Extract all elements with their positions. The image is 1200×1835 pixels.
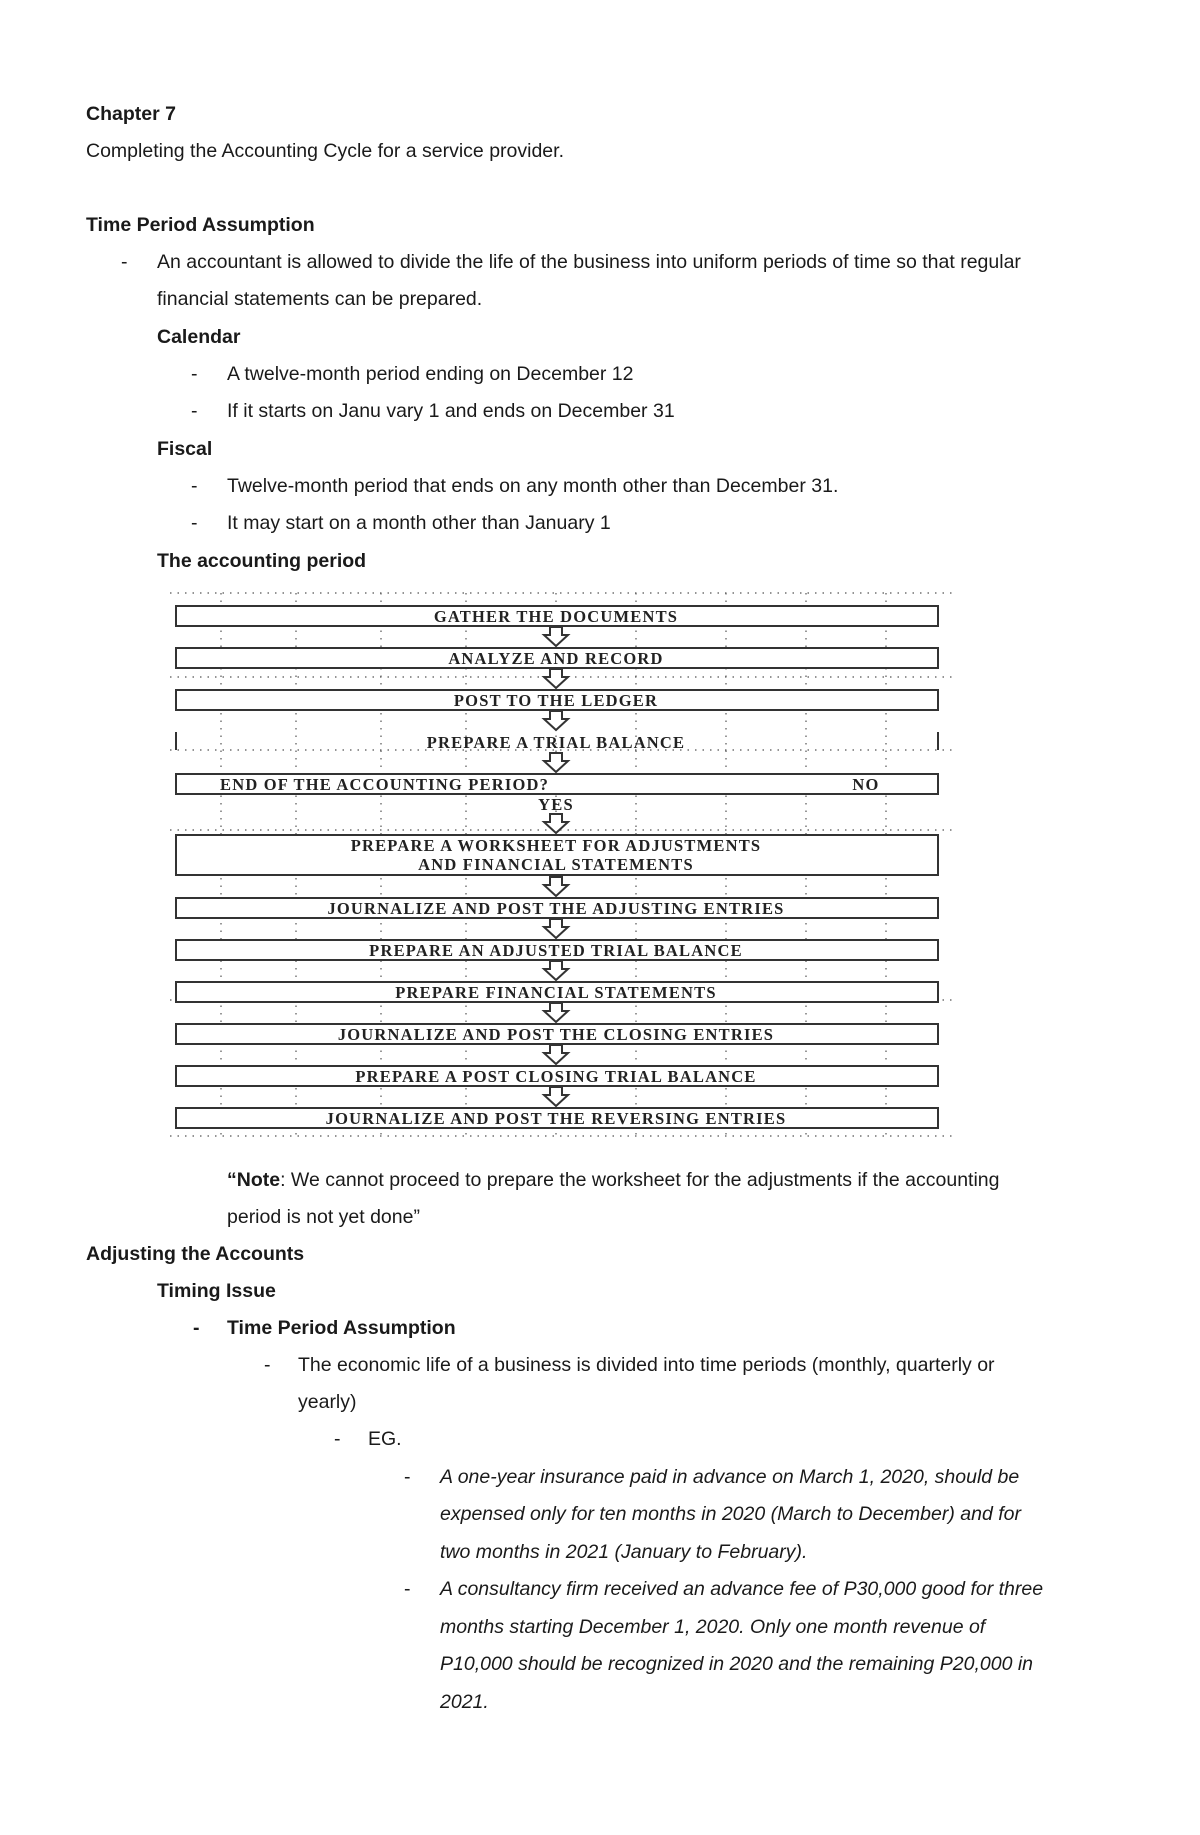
example-line: expensed only for ten months in 2020 (March to December) and for: [440, 1503, 1021, 1525]
note-line: period is not yet done”: [227, 1206, 420, 1228]
section-heading-adjusting: Adjusting the Accounts: [86, 1243, 305, 1265]
bullet-dash: -: [191, 512, 198, 534]
flow-step-label: JOURNALIZE AND POST THE CLOSING ENTRIES: [337, 1025, 775, 1044]
bullet-dash: -: [191, 363, 198, 385]
down-arrow-icon: [544, 711, 568, 730]
subheading-accounting-period: The accounting period: [157, 550, 367, 572]
paragraph-line: financial statements can be prepared.: [157, 288, 483, 310]
bullet-dash: -: [264, 1354, 271, 1376]
example-line: months starting December 1, 2020. Only one month revenue of: [440, 1616, 986, 1638]
example-line: A consultancy firm received an advance fee of P30,000 good for three: [440, 1578, 1044, 1600]
bullet-dash: -: [334, 1428, 341, 1450]
bullet-dash: -: [404, 1466, 411, 1488]
down-arrow-icon: [544, 919, 568, 938]
chapter-subtitle: Completing the Accounting Cycle for a service provider.: [86, 140, 564, 162]
flow-step-label: END OF THE ACCOUNTING PERIOD?: [220, 775, 550, 794]
paragraph-line: The economic life of a business is divided into time periods (monthly, quarterly or: [298, 1354, 995, 1376]
eg-label: EG.: [368, 1428, 402, 1450]
example-line: two months in 2021 (January to February).: [440, 1541, 808, 1563]
paragraph-line: An accountant is allowed to divide the life of the business into uniform periods of time so that regular: [157, 251, 1021, 273]
down-arrow-icon: [544, 753, 568, 772]
bullet-dash: -: [404, 1578, 411, 1600]
flow-no-label: NO: [852, 775, 880, 794]
example-line: A one-year insurance paid in advance on March 1, 2020, should be: [440, 1466, 1020, 1488]
note-text: : We cannot proceed to prepare the worksheet for the adjustments if the accounting: [280, 1169, 1000, 1191]
flow-step-label: PREPARE A TRIAL BALANCE: [426, 733, 686, 752]
subheading-time-period-assumption: Time Period Assumption: [227, 1317, 456, 1339]
flow-step-label: AND FINANCIAL STATEMENTS: [418, 855, 694, 874]
list-item: Twelve-month period that ends on any month other than December 31.: [227, 475, 839, 497]
bullet-dash: -: [191, 400, 198, 422]
bullet-dash: -: [193, 1317, 200, 1339]
flow-step-label: PREPARE FINANCIAL STATEMENTS: [395, 983, 717, 1002]
chapter-title: Chapter 7: [86, 103, 176, 125]
flow-step-label: PREPARE A WORKSHEET FOR ADJUSTMENTS: [350, 836, 762, 855]
section-heading-time-period: Time Period Assumption: [86, 214, 315, 236]
bullet-dash: -: [191, 475, 198, 497]
down-arrow-icon: [544, 1003, 568, 1022]
flow-step-label: JOURNALIZE AND POST THE ADJUSTING ENTRIES: [327, 899, 785, 918]
subheading-timing-issue: Timing Issue: [157, 1280, 276, 1302]
down-arrow-icon: [544, 1045, 568, 1064]
flow-step-label: PREPARE A POST CLOSING TRIAL BALANCE: [355, 1067, 757, 1086]
flow-step-label: POST TO THE LEDGER: [453, 691, 659, 710]
flow-yes-label: YES: [538, 795, 574, 814]
example-line: P10,000 should be recognized in 2020 and the remaining P20,000 in: [440, 1653, 1034, 1675]
flow-step-label: JOURNALIZE AND POST THE REVERSING ENTRIES: [325, 1109, 787, 1128]
example-line: 2021.: [440, 1691, 489, 1713]
down-arrow-icon: [544, 669, 568, 688]
down-arrow-icon: [544, 627, 568, 646]
list-item: If it starts on Janu vary 1 and ends on December 31: [227, 400, 675, 422]
flow-step-label: PREPARE AN ADJUSTED TRIAL BALANCE: [369, 941, 743, 960]
note-line: [227, 1167, 1000, 1193]
subheading-calendar: Calendar: [157, 326, 241, 348]
subheading-fiscal: Fiscal: [157, 438, 213, 460]
note-open-quote: “: [227, 1169, 237, 1191]
accounting-cycle-flowchart: [166, 590, 956, 1140]
down-arrow-icon: [544, 1087, 568, 1106]
list-item: A twelve-month period ending on December 12: [227, 363, 634, 385]
flowchart-svg: [166, 590, 956, 1140]
bullet-dash: -: [121, 251, 128, 273]
down-arrow-icon: [544, 877, 568, 896]
flow-step-label: ANALYZE AND RECORD: [448, 649, 664, 668]
down-arrow-icon: [544, 961, 568, 980]
flow-step-label: GATHER THE DOCUMENTS: [433, 607, 679, 626]
note-label: Note: [236, 1169, 281, 1191]
down-arrow-icon: [544, 814, 568, 833]
list-item: It may start on a month other than January 1: [227, 512, 611, 534]
paragraph-line: yearly): [298, 1391, 357, 1413]
